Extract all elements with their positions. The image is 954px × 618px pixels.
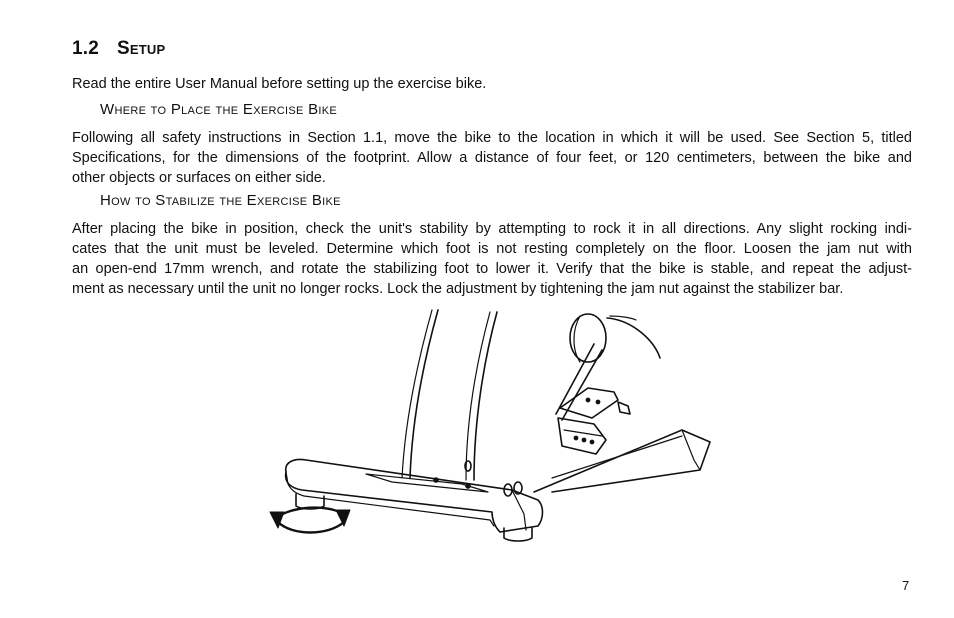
paragraph-line: other objects or surfaces on either side. xyxy=(72,170,326,186)
section-heading xyxy=(72,38,165,60)
section-title: Setup xyxy=(117,38,166,59)
paragraph-line: ment as necessary until the unit no longer rocks. Lock the adjustment by tightening the jam nut against the stabilizer bar. xyxy=(72,281,844,297)
paragraph-line: Read the entire User Manual before setting up the exercise bike. xyxy=(72,76,487,92)
subheading-where: Where to Place the Exercise Bike xyxy=(100,101,338,118)
subheading-stabilize: How to Stabilize the Exercise Bike xyxy=(100,192,341,209)
paragraph-line: Following all safety instructions in Section 1.1, move the bike to the location in which it will be used. See Section 5, titled xyxy=(72,130,912,146)
paragraph-line: cates that the unit must be leveled. Determine which foot is not resting completely on the floor. Loosen the jam nut with xyxy=(72,241,912,257)
paragraph-line: After placing the bike in position, check the unit's stability by attempting to rock it in all directions. Any slight rocking indi- xyxy=(72,221,912,237)
intro-paragraph xyxy=(72,74,912,94)
page-number: 7 xyxy=(902,578,910,593)
stabilize-paragraph xyxy=(72,219,912,299)
paragraph-line: an open-end 17mm wrench, and rotate the stabilizing foot to lower it. Verify that the bike is stable, and repeat the adjust- xyxy=(72,261,912,277)
bike-stabilizer-illustration xyxy=(262,300,722,550)
paragraph-line: Specifications, for the dimensions of the footprint. Allow a distance of four feet, or 120 centimeters, between the bike and xyxy=(72,150,912,166)
where-paragraph xyxy=(72,128,912,188)
section-number: 1.2 xyxy=(72,38,100,59)
